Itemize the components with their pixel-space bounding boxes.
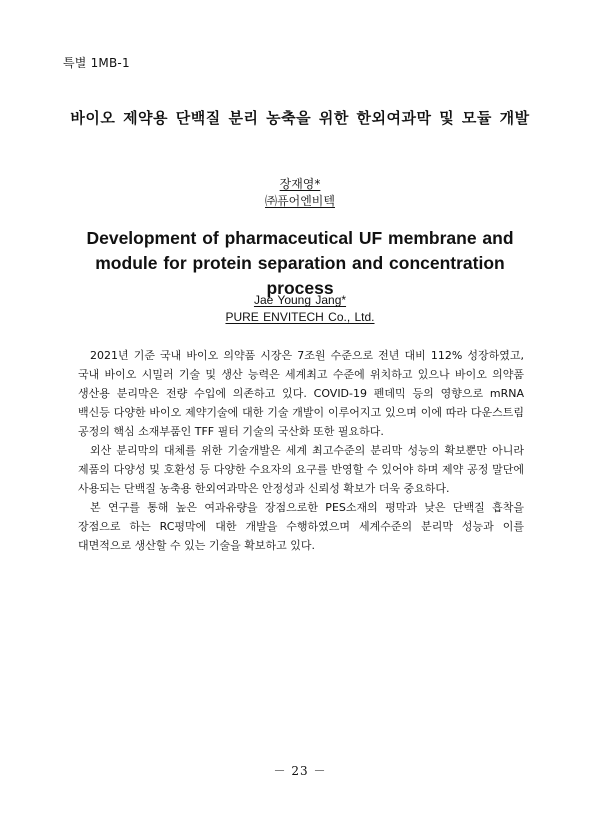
session-code: 특별 1MB-1 <box>63 56 130 70</box>
page-number: － 23 － <box>273 764 327 778</box>
paper-title-english: Development of pharmaceutical UF membrane and module for protein separation and concentration process <box>86 228 514 298</box>
paper-title-korean: 바이오 제약용 단백질 분리 농축을 위한 한외여과막 및 모듈 개발 <box>70 109 530 127</box>
author-name-english: Jae Young Jang* <box>253 293 347 307</box>
author-block-english <box>0 292 600 326</box>
abstract-paragraph-1: 2021년 기준 국내 바이오 의약품 시장은 7조원 수준으로 전년 대비 112% 성장하였고, 국내 바이오 시밀러 기술 및 생산 능력은 세계최고 수준에 위치하고 있으나 바이오 의약품 생산용 분리막은 전량 수입에 의존하고 있다. COVID-19 펜데믹 등의 영향으로 mRNA 백신등 다양한 바이오 제약기술에 대한 기술 개발이 이루어지고 있으며 이에 따라 다운스트림 공정의 핵심 소재부품인 TFF 필터 기술의 국산화 또한 필요하다. <box>78 349 524 438</box>
author-block-korean <box>0 176 600 210</box>
affiliation-korean: ㈜퓨어엔비텍 <box>265 194 335 208</box>
abstract-body <box>78 346 524 555</box>
abstract-paragraph-2: 외산 분리막의 대체를 위한 기술개발은 세계 최고수준의 분리막 성능의 확보뿐만 아니라 제품의 다양성 및 호환성 등 다양한 수요자의 요구를 반영할 수 있어야 하며 제약 공정 말단에 사용되는 단백질 농축용 한외여과막은 안정성과 신뢰성 확보가 더욱 중요하다. <box>78 444 524 495</box>
abstract-paragraph-3: 본 연구를 통해 높은 여과유량을 장점으로한 PES소재의 평막과 낮은 단백질 흡착을 장점으로 하는 RC평막에 대한 개발을 수행하였으며 세계수준의 분리막 성능과 이를 대면적으로 생산할 수 있는 기술을 확보하고 있다. <box>78 501 524 552</box>
author-name-korean: 장재영* <box>279 177 321 191</box>
affiliation-english: PURE ENVITECH Co., Ltd. <box>225 310 375 324</box>
